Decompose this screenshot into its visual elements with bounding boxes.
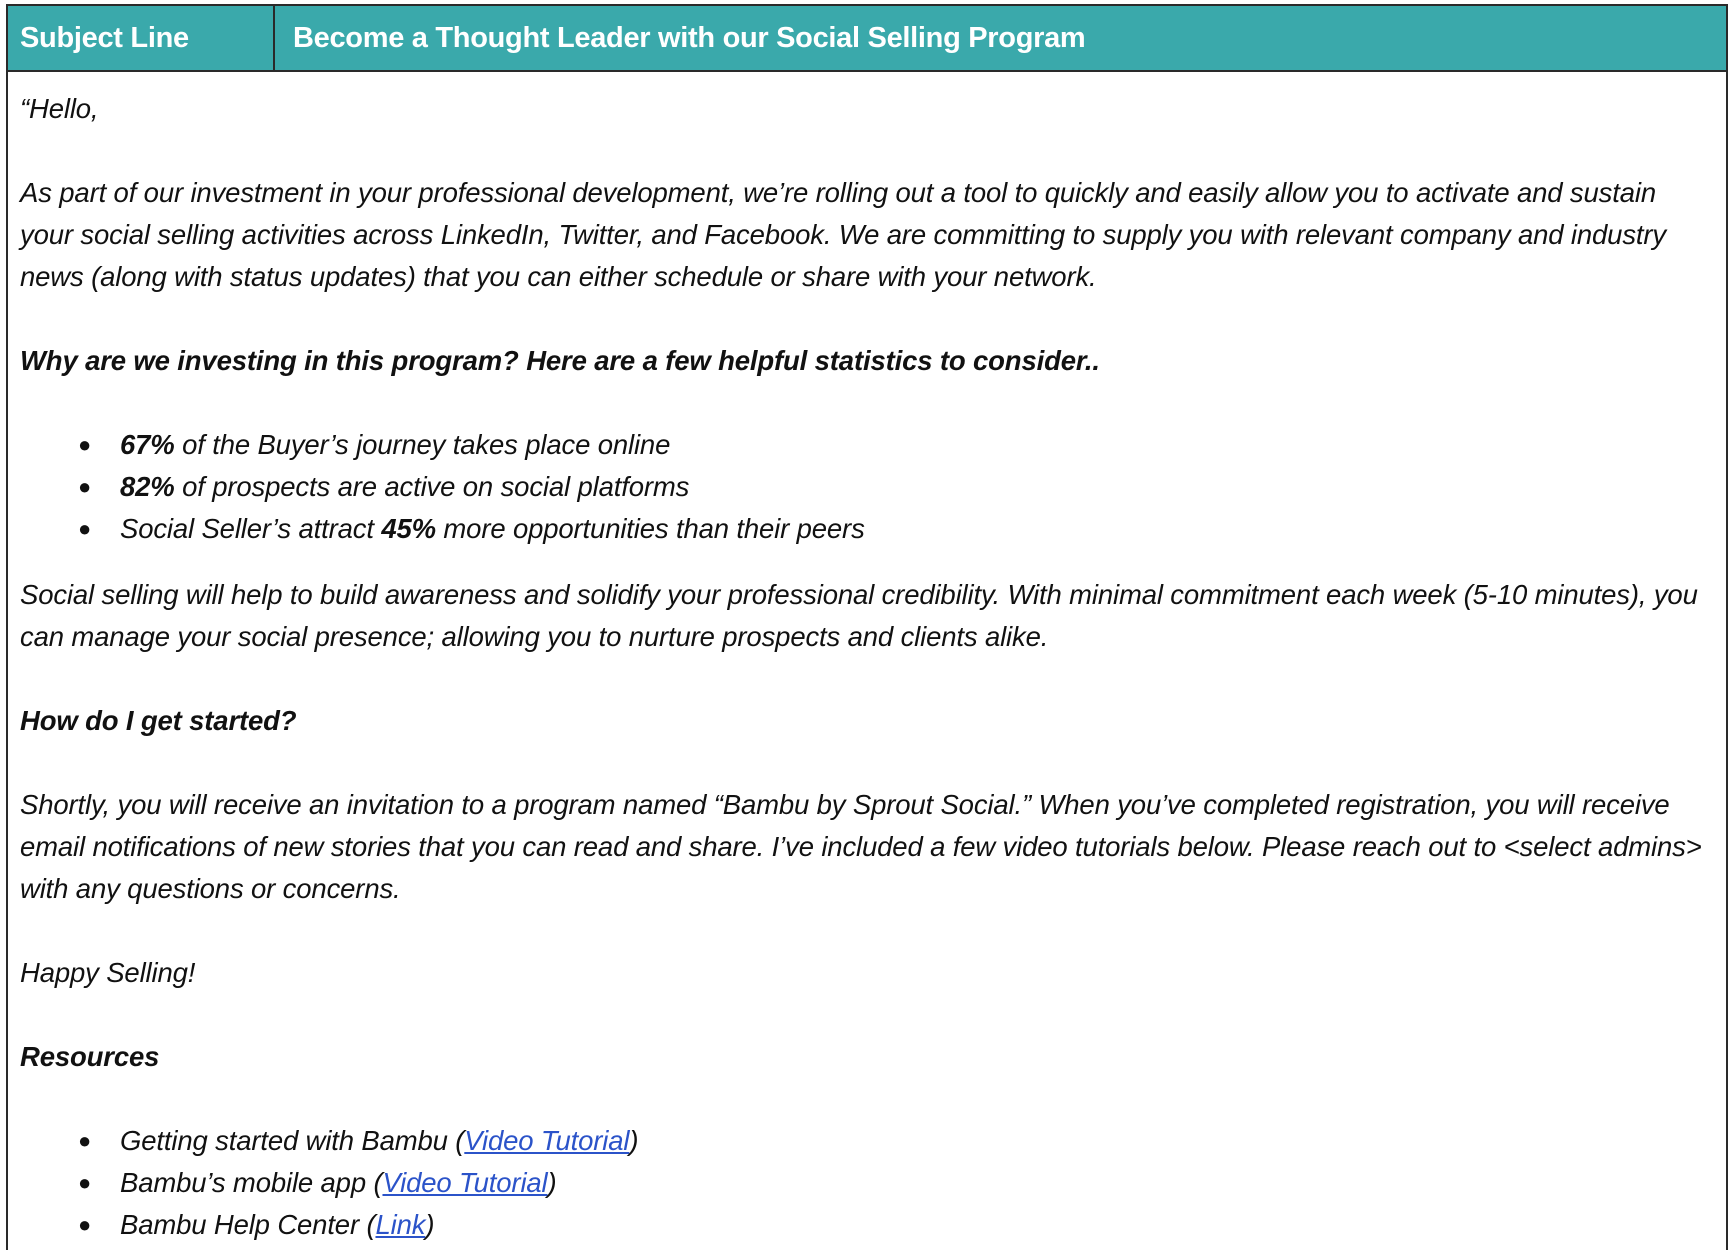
- resources-list: [20, 1120, 1716, 1246]
- resource-label: Bambu’s mobile app (: [120, 1167, 383, 1198]
- benefit-paragraph: Social selling will help to build awareness and solidify your professional credibility. With minimal commitment each week (5-10 minutes), you can manage your social presence; allowing you to nurture prospects and clients alike.: [20, 579, 1698, 652]
- resource-close: ): [547, 1167, 557, 1198]
- start-heading: How do I get started?: [20, 705, 297, 736]
- resource-close: ): [629, 1125, 639, 1156]
- start-paragraph: Shortly, you will receive an invitation to a program named “Bambu by Sprout Social.” When you’ve completed registration, you will receive email notifications of new stories that you can read and share. I’ve included a few video tutorials below. Please reach out to <select admins> with any questions or concerns.: [20, 789, 1702, 904]
- list-item: [20, 508, 1716, 550]
- why-heading: Why are we investing in this program? Here are a few helpful statistics to consider..: [20, 345, 1100, 376]
- list-item: [20, 466, 1716, 508]
- resources-heading: Resources: [20, 1041, 160, 1072]
- resource-label: Bambu Help Center (: [120, 1209, 376, 1240]
- stat-post: of the Buyer’s journey takes place online: [174, 429, 671, 460]
- video-tutorial-link[interactable]: Video Tutorial: [464, 1125, 630, 1156]
- email-body: [8, 72, 1726, 1246]
- stat-value: 45%: [381, 513, 436, 544]
- mobile-app-tutorial-link[interactable]: Video Tutorial: [382, 1167, 548, 1198]
- bullet-icon: ●: [78, 1128, 92, 1153]
- subject-value: Become a Thought Leader with our Social Selling Program: [293, 22, 1086, 54]
- bullet-icon: ●: [78, 474, 92, 499]
- resource-close: ): [425, 1209, 435, 1240]
- greeting: “Hello,: [20, 93, 99, 124]
- subject-row: [8, 6, 1726, 72]
- list-item: [20, 1204, 1716, 1246]
- stat-value: 67%: [120, 429, 175, 460]
- subject-label: Subject Line: [8, 6, 275, 70]
- bullet-icon: ●: [78, 516, 92, 541]
- stat-post: of prospects are active on social platforms: [174, 471, 690, 502]
- list-item: [20, 1120, 1716, 1162]
- help-center-link[interactable]: Link: [375, 1209, 426, 1240]
- intro-paragraph: As part of our investment in your professional development, we’re rolling out a tool to quickly and easily allow you to activate and sustain your social selling activities across LinkedIn, Twitter, and Facebook. We are committing to supply you with relevant company and industry news (along with status updates) that you can either schedule or share with your network.: [20, 177, 1667, 292]
- bullet-icon: ●: [78, 1212, 92, 1237]
- signoff: Happy Selling!: [20, 957, 196, 988]
- statistics-list: [20, 424, 1716, 550]
- stat-value: 82%: [120, 471, 175, 502]
- list-item: [20, 424, 1716, 466]
- stat-pre: Social Seller’s attract: [120, 513, 382, 544]
- resource-label: Getting started with Bambu (: [120, 1125, 465, 1156]
- bullet-icon: ●: [78, 1170, 92, 1195]
- list-item: [20, 1162, 1716, 1204]
- email-template-table: [6, 4, 1728, 1250]
- stat-post: more opportunities than their peers: [435, 513, 865, 544]
- bullet-icon: ●: [78, 432, 92, 457]
